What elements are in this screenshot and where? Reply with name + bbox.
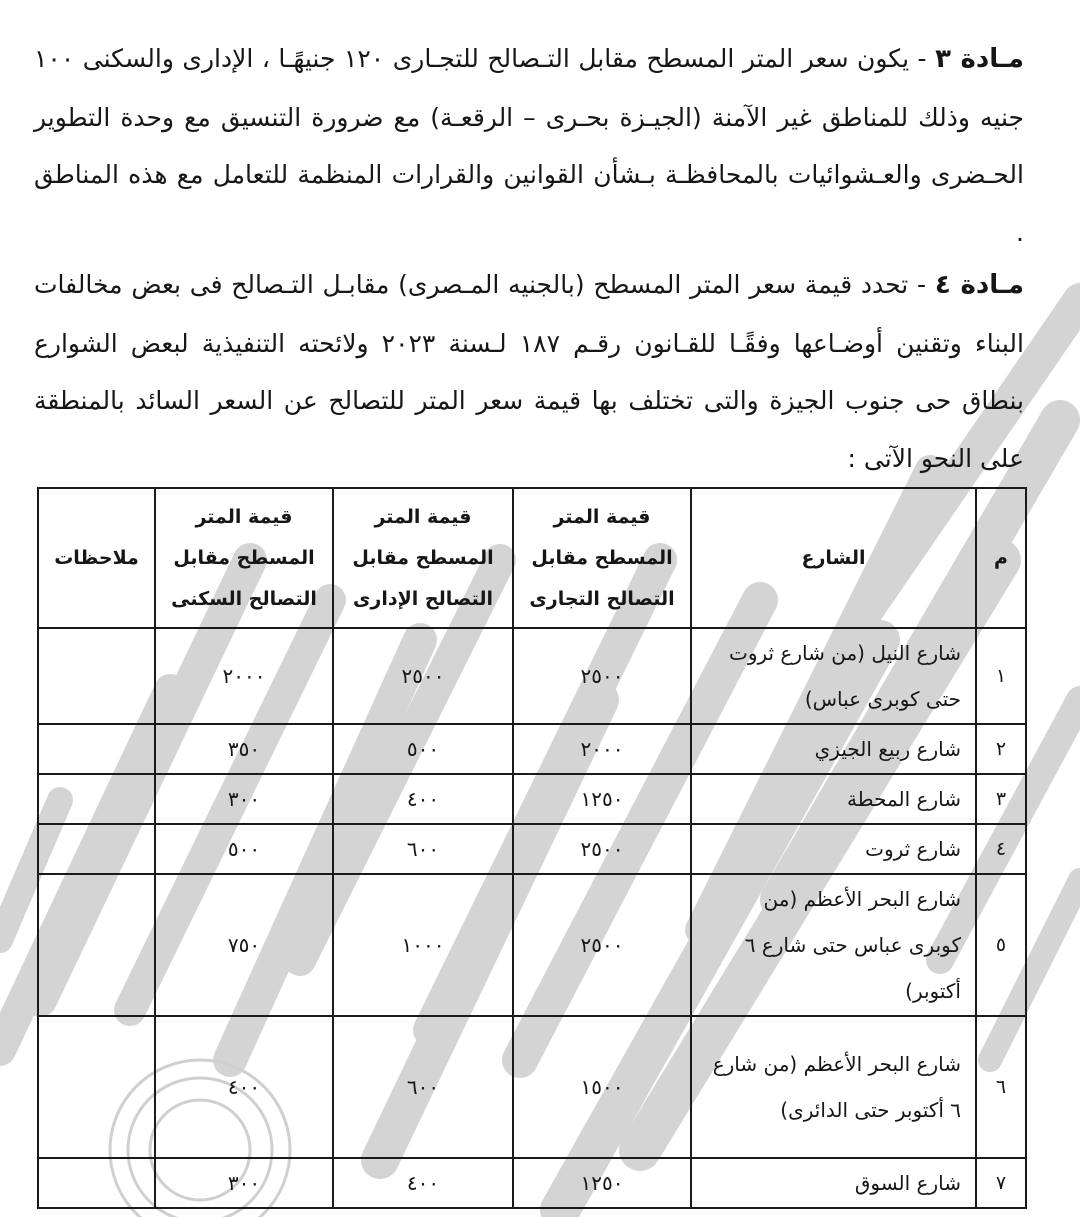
row-num: ٣ [976, 774, 1026, 824]
row-residential: ٤٠٠ [155, 1016, 333, 1158]
row-street: شارع ربيع الجيزي [691, 724, 976, 774]
header-commercial: قيمة المتر المسطح مقابل التصالح التجارى [513, 488, 691, 628]
row-administrative: ٤٠٠ [333, 1158, 513, 1208]
article-3-paragraph [34, 30, 1024, 261]
row-street: شارع النيل (من شارع ثروت حتى كوبرى عباس) [691, 628, 976, 724]
article-4-heading: مـادة ٤ [934, 270, 1024, 300]
row-administrative: ١٠٠٠ [333, 874, 513, 1016]
table-row [38, 1158, 1026, 1208]
row-notes [38, 774, 155, 824]
row-street: شارع البحر الأعظم (من كوبرى عباس حتى شارع ٦ أكتوبر) [691, 874, 976, 1016]
row-street: شارع المحطة [691, 774, 976, 824]
row-commercial: ٢٥٠٠ [513, 874, 691, 1016]
row-street: شارع ثروت [691, 824, 976, 874]
row-residential: ٧٥٠ [155, 874, 333, 1016]
row-notes [38, 628, 155, 724]
row-residential: ٢٠٠٠ [155, 628, 333, 724]
row-residential: ٣٥٠ [155, 724, 333, 774]
article-3-heading: مـادة ٣ [935, 44, 1024, 74]
row-num: ٢ [976, 724, 1026, 774]
header-num: م [976, 488, 1026, 628]
row-num: ١ [976, 628, 1026, 724]
row-num: ٦ [976, 1016, 1026, 1158]
table-row [38, 724, 1026, 774]
row-notes [38, 1158, 155, 1208]
row-administrative: ٢٥٠٠ [333, 628, 513, 724]
row-commercial: ٢٥٠٠ [513, 824, 691, 874]
row-notes [38, 1016, 155, 1158]
article-3-text: - يكون سعر المتر المسطح مقابل التـصالح للتجـارى ١٢٠ جنيهًـا ، الإدارى والسكنى ١٠٠ جنيه وذلك للمناطق غير الآمنة (الجيـزة بحـرى – الرقعـة) مع ضرورة التنسيق مع وحدة التطوير الحـضرى والعـشوائيات بالمحافظـة بـشأن القوانين والقرارات المنظمة للتعامل مع هذه المناطق . [34, 44, 1024, 247]
row-num: ٥ [976, 874, 1026, 1016]
row-administrative: ٦٠٠ [333, 1016, 513, 1158]
row-administrative: ٦٠٠ [333, 824, 513, 874]
table-row [38, 824, 1026, 874]
row-notes [38, 824, 155, 874]
street-prices-table [37, 487, 1027, 1209]
row-notes [38, 874, 155, 1016]
header-administrative: قيمة المتر المسطح مقابل التصالح الإدارى [333, 488, 513, 628]
article-4-text: - تحدد قيمة سعر المتر المسطح (بالجنيه المـصرى) مقابـل التـصالح فى بعض مخالفات البناء وتقنين أوضـاعها وفقًـا للقـانون رقـم ١٨٧ لـسنة ٢٠٢٣ ولائحته التنفيذية لبعض الشوارع بنطاق حى جنوب الجيزة والتى تختلف بها قيمة سعر المتر للتصالح عن السعر السائد بالمنطقة على النحو الآتى : [34, 270, 1024, 473]
header-residential: قيمة المتر المسطح مقابل التصالح السكنى [155, 488, 333, 628]
table-row [38, 874, 1026, 1016]
row-commercial: ١٢٥٠ [513, 774, 691, 824]
row-commercial: ١٢٥٠ [513, 1158, 691, 1208]
table-row [38, 1016, 1026, 1158]
row-residential: ٣٠٠ [155, 774, 333, 824]
row-street: شارع البحر الأعظم (من شارع ٦ أكتوبر حتى الدائرى) [691, 1016, 976, 1158]
row-num: ٧ [976, 1158, 1026, 1208]
row-commercial: ٢٥٠٠ [513, 628, 691, 724]
row-commercial: ١٥٠٠ [513, 1016, 691, 1158]
header-street: الشارع [691, 488, 976, 628]
row-residential: ٣٠٠ [155, 1158, 333, 1208]
row-administrative: ٥٠٠ [333, 724, 513, 774]
row-num: ٤ [976, 824, 1026, 874]
table-row [38, 628, 1026, 724]
row-notes [38, 724, 155, 774]
row-administrative: ٤٠٠ [333, 774, 513, 824]
article-4-paragraph [34, 256, 1024, 487]
row-street: شارع السوق [691, 1158, 976, 1208]
row-commercial: ٢٠٠٠ [513, 724, 691, 774]
header-notes: ملاحظات [38, 488, 155, 628]
row-residential: ٥٠٠ [155, 824, 333, 874]
table-header-row [38, 488, 1026, 628]
table-row [38, 774, 1026, 824]
